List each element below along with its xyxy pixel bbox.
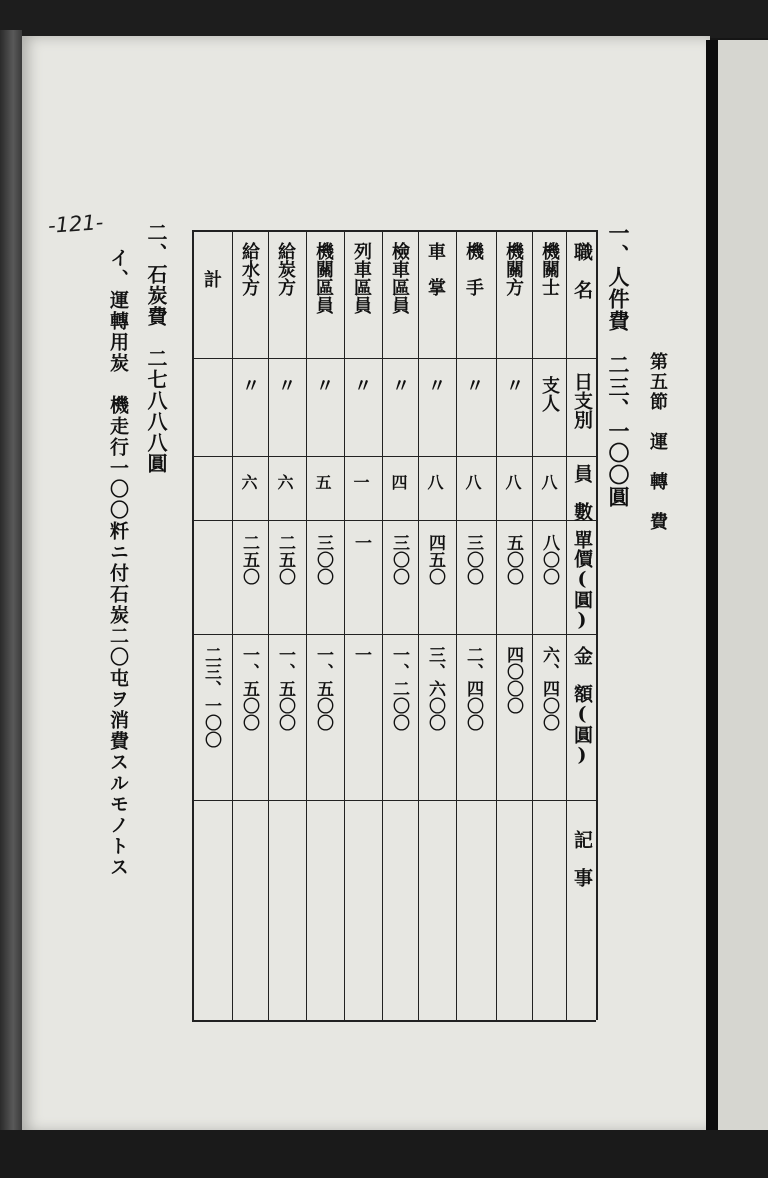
row-job-name: 給水方 [239, 242, 260, 296]
table-column-line [566, 230, 567, 1020]
row-unit-price: 二五〇 [275, 534, 295, 585]
table-column-line [382, 230, 383, 1020]
column-header: 職 名 [571, 242, 593, 299]
table-rule [192, 358, 596, 359]
section-heading: 第五節 運 轉 費 [647, 352, 668, 532]
row-pay-type: 〃 [239, 376, 260, 394]
column-header: 員 數 [571, 464, 593, 521]
table-column-line [596, 230, 598, 1020]
table-rule [192, 1020, 596, 1022]
row-job-name: 檢車區員 [389, 242, 410, 314]
table-column-line [456, 230, 457, 1020]
row-amount: 四〇〇〇 [503, 646, 523, 714]
row-unit-price: 三〇〇 [389, 534, 409, 585]
table-column-line [268, 230, 269, 1020]
row-amount: 一、二〇〇 [389, 646, 409, 731]
row-count: 六 [275, 474, 294, 490]
table-rule [192, 456, 596, 457]
table-column-line [306, 230, 307, 1020]
row-pay-type: 〃 [503, 376, 524, 394]
row-pay-type: 〃 [351, 376, 372, 394]
row-count: 五 [313, 474, 332, 490]
coal-item: イ、運轉用炭 機走行一〇〇粁ニ付石炭二〇屯ヲ消費スルモノトス [107, 248, 129, 878]
row-amount: 三、六〇〇 [425, 646, 445, 731]
table-column-line [532, 230, 533, 1020]
table-rule [192, 634, 596, 635]
table-column-line [418, 230, 419, 1020]
column-header: 單價(圓) [571, 530, 593, 631]
page-number-annotation: -121- [47, 210, 105, 238]
row-unit-price: 五〇〇 [503, 534, 523, 585]
row-count: 六 [239, 474, 258, 490]
column-header: 記 事 [571, 830, 593, 887]
personnel-heading: 一、人件費 二三、一〇〇圓 [606, 222, 631, 508]
column-header: 日支別 [571, 372, 593, 429]
row-amount: 六、四〇〇 [539, 646, 559, 731]
row-pay-type: 〃 [275, 376, 296, 394]
row-unit-price: 三〇〇 [313, 534, 333, 585]
book-bottom-edge [0, 1130, 768, 1178]
row-unit-price: 四五〇 [425, 534, 445, 585]
book-top-edge [0, 0, 768, 38]
column-header: 金 額(圓) [571, 646, 593, 766]
row-job-name: 機關方 [503, 242, 524, 296]
row-job-name: 機關士 [539, 242, 560, 296]
row-count: 一 [351, 474, 370, 490]
row-count: 四 [389, 474, 408, 490]
book-spine-edge [0, 30, 22, 1130]
row-count: 八 [539, 474, 558, 490]
table-rule [192, 800, 596, 801]
adjacent-page [718, 40, 768, 1130]
table-rule [192, 230, 596, 232]
table-column-line [232, 230, 233, 1020]
row-unit-price: 二五〇 [239, 534, 259, 585]
row-pay-type: 〃 [425, 376, 446, 394]
row-job-name: 列車區員 [351, 242, 372, 314]
row-amount: 一、五〇〇 [275, 646, 295, 731]
row-count: 八 [425, 474, 444, 490]
row-count: 八 [463, 474, 482, 490]
row-unit-price: 三〇〇 [463, 534, 483, 585]
table-column-line [192, 230, 194, 1020]
row-amount: 一、五〇〇 [239, 646, 259, 731]
row-pay-type: 〃 [313, 376, 334, 394]
row-amount: 一、五〇〇 [313, 646, 333, 731]
row-unit-price: 一 [351, 534, 371, 551]
total-label: 計 [201, 270, 222, 288]
row-count: 八 [503, 474, 522, 490]
total-amount: 二三、一〇〇 [201, 646, 221, 748]
row-job-name: 機關區員 [313, 242, 334, 314]
row-pay-type: 〃 [463, 376, 484, 394]
table-column-line [344, 230, 345, 1020]
row-amount: 一 [351, 646, 371, 663]
row-job-name: 機 手 [463, 242, 484, 296]
row-pay-type: 支人 [539, 376, 560, 412]
row-job-name: 車 掌 [425, 242, 446, 296]
coal-heading: 二、石炭費 二七八八八圓 [144, 222, 168, 474]
row-amount: 二、四〇〇 [463, 646, 483, 731]
table-column-line [496, 230, 497, 1020]
row-unit-price: 八〇〇 [539, 534, 559, 585]
page-gutter [706, 40, 718, 1130]
table-rule [192, 520, 596, 521]
row-pay-type: 〃 [389, 376, 410, 394]
row-job-name: 給炭方 [275, 242, 296, 296]
